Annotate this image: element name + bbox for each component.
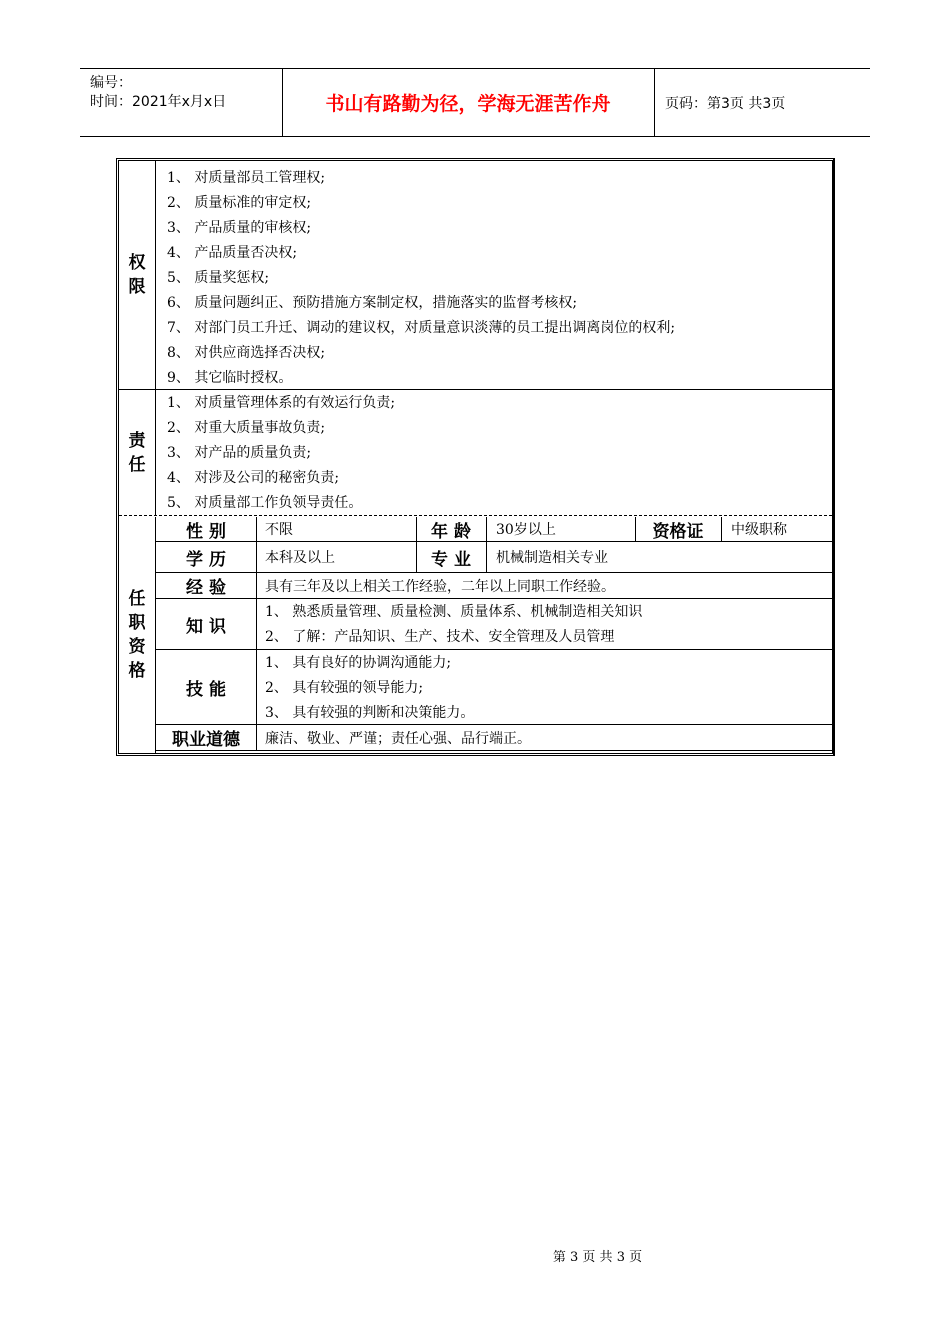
- list-item: 1、 对质量部员工管理权;: [167, 170, 326, 186]
- list-item: 3、 对产品的质量负责;: [167, 445, 312, 461]
- list-item: 7、 对部门员工升迁、调动的建议权，对质量意识淡薄的员工提出调离岗位的权利;: [167, 320, 676, 336]
- divider: [119, 389, 832, 390]
- column-divider: [256, 517, 257, 750]
- number-label: 编号：: [90, 75, 132, 91]
- header-meta: [80, 69, 283, 136]
- list-item: 6、 质量问题纠正、预防措施方案制定权，措施落实的监督考核权;: [167, 295, 578, 311]
- knowledge-label: 知 识: [186, 616, 226, 637]
- major-value: 机械制造相关专业: [496, 550, 608, 566]
- gender-value: 不限: [265, 522, 293, 538]
- list-item: 1、 对质量管理体系的有效运行负责;: [167, 395, 396, 411]
- divider: [156, 598, 832, 599]
- cert-label: 资格证: [652, 521, 704, 542]
- list-item: 2、 了解：产品知识、生产、技术、安全管理及人员管理: [265, 629, 615, 645]
- responsibility-label: 责 任: [119, 390, 156, 515]
- list-item: 2、 质量标准的审定权;: [167, 195, 312, 211]
- skills-list: [265, 651, 474, 726]
- qualification-label: 任 职 资 格: [119, 517, 156, 753]
- authority-list: [167, 166, 675, 391]
- age-label: 年 龄: [431, 521, 471, 542]
- page-footer: [0, 1246, 950, 1265]
- list-item: 5、 质量奖惩权;: [167, 270, 270, 286]
- document-header: [80, 68, 870, 137]
- list-item: 4、 对涉及公司的秘密负责;: [167, 470, 340, 486]
- page-label: 页码：第3页 共3页: [665, 96, 786, 112]
- authority-label: 权 限: [119, 161, 156, 389]
- list-item: 8、 对供应商选择否决权;: [167, 345, 326, 361]
- column-divider: [721, 517, 722, 541]
- time-label: 时间：2021年x月x日: [90, 94, 227, 110]
- job-description-table: [116, 158, 835, 756]
- list-item: 3、 产品质量的审核权;: [167, 220, 312, 236]
- header-motto: 书山有路勤为径，学海无涯苦作舟: [282, 69, 655, 136]
- footer-page-number: 第 3 页 共 3 页: [552, 1250, 643, 1265]
- skills-label: 技 能: [186, 679, 226, 700]
- list-item: 1、 具有良好的协调沟通能力;: [265, 655, 452, 671]
- education-label: 学 历: [186, 549, 226, 570]
- experience-value: 具有三年及以上相关工作经验，二年以上同职工作经验。: [265, 578, 615, 595]
- cert-value: 中级职称: [731, 522, 787, 538]
- list-item: 4、 产品质量否决权;: [167, 245, 298, 261]
- divider: [156, 750, 832, 751]
- education-value: 本科及以上: [265, 550, 335, 566]
- major-label: 专 业: [431, 549, 471, 570]
- list-item: 9、 其它临时授权。: [167, 370, 293, 386]
- knowledge-list: [265, 600, 642, 650]
- list-item: 5、 对质量部工作负领导责任。: [167, 495, 363, 511]
- divider: [156, 649, 832, 650]
- list-item: 2、 对重大质量事故负责;: [167, 420, 326, 436]
- age-value: 30岁以上: [496, 522, 556, 538]
- list-item: 3、 具有较强的判断和决策能力。: [265, 705, 475, 721]
- column-divider: [416, 517, 417, 572]
- ethics-value: 廉洁、敬业、严谨；责任心强、品行端正。: [265, 730, 531, 747]
- experience-label: 经 验: [186, 578, 226, 598]
- responsibility-list: [167, 391, 395, 516]
- gender-label: 性 别: [186, 521, 226, 542]
- ethics-label: 职业道德: [172, 730, 240, 750]
- list-item: 1、 熟悉质量管理、质量检测、质量体系、机械制造相关知识: [265, 604, 643, 620]
- column-divider: [635, 517, 636, 541]
- column-divider: [486, 517, 487, 572]
- list-item: 2、 具有较强的领导能力;: [265, 680, 424, 696]
